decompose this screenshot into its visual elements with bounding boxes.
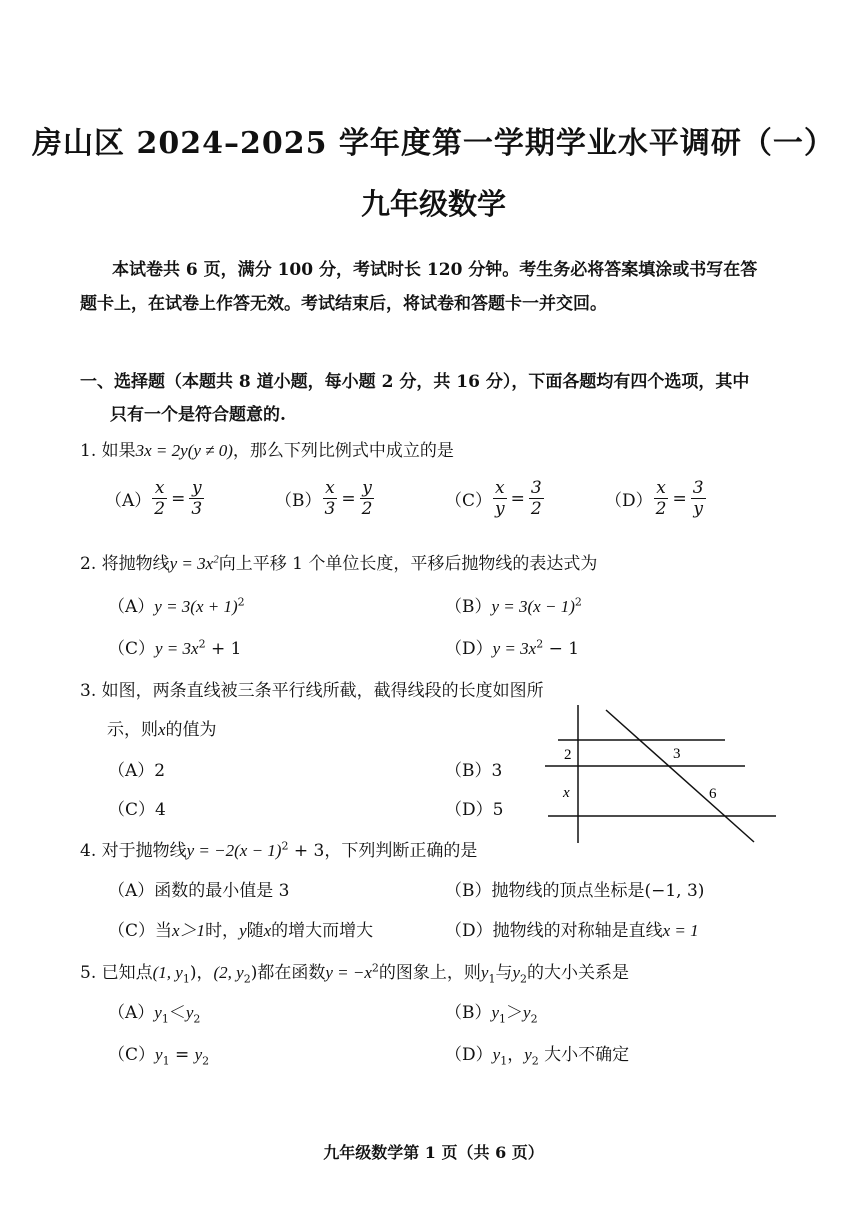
parallel-lines-figure xyxy=(540,700,780,850)
question-text: 如果 xyxy=(101,441,136,461)
option-label: （D） xyxy=(445,639,493,659)
math-expr: y = 3x xyxy=(169,554,214,573)
math-exp: 2 xyxy=(198,637,206,651)
q4-option-b: （B）抛物线的顶点坐标是(−1, 3) xyxy=(445,881,705,901)
option-label: （B） xyxy=(445,597,492,617)
math-sub: 2 xyxy=(202,1054,210,1068)
question-3 xyxy=(80,676,544,701)
question-2 xyxy=(80,549,597,574)
math-expr: 3x = 2y(y ≠ 0) xyxy=(135,441,233,460)
math-expr: x = 1 xyxy=(662,921,699,940)
math-expr: y = −2(x − 1) xyxy=(186,841,282,860)
option-text: 随 xyxy=(246,921,264,941)
fraction-left xyxy=(493,478,507,519)
question-text: 的大小关系是 xyxy=(527,963,629,983)
math-expr: y = −x xyxy=(325,963,372,982)
math-expr: y = 3x xyxy=(155,639,199,658)
math-var: x xyxy=(263,921,272,940)
numerator: y xyxy=(360,478,375,499)
question-number: 4. xyxy=(80,841,97,861)
denominator: 2 xyxy=(361,499,373,519)
figure-label-6: 6 xyxy=(709,786,717,802)
q5-option-b xyxy=(445,998,538,1025)
question-5 xyxy=(80,958,629,985)
question-text: 将抛物线 xyxy=(101,554,170,574)
math-expr: (1, y xyxy=(152,963,183,982)
fraction-left xyxy=(152,478,167,519)
option-label: （C） xyxy=(108,1045,156,1065)
denominator: 3 xyxy=(324,499,336,519)
q4-option-d xyxy=(445,916,699,941)
q5-option-a xyxy=(108,998,200,1025)
math-var: y xyxy=(154,1003,162,1022)
q1-option-d xyxy=(605,478,707,519)
q3-option-b: （B）3 xyxy=(445,761,503,781)
q2-option-c xyxy=(108,634,241,659)
question-1 xyxy=(80,436,454,461)
q3-option-a: （A）2 xyxy=(108,761,166,781)
math-rel: ＞ xyxy=(506,1003,524,1023)
fraction-left xyxy=(323,478,338,519)
math-expr: ) xyxy=(250,963,258,983)
math-sub: 1 xyxy=(500,1054,508,1068)
math-var: y xyxy=(194,1045,203,1064)
math-exp: 2 xyxy=(281,839,289,853)
q3-option-c: （C）4 xyxy=(108,800,166,820)
question-text: ， xyxy=(196,963,214,983)
option-label: （B） xyxy=(275,491,322,511)
option-text: ， xyxy=(507,1045,525,1065)
math-var: y xyxy=(155,1045,163,1064)
question-text: ，下列判断正确的是 xyxy=(324,841,478,861)
question-3-line-2 xyxy=(107,715,217,740)
math-var: y xyxy=(480,963,489,982)
section-heading-line-1: 一、选择题（本题共 8 道小题，每小题 2 分，共 16 分），下面各题均有四个选项，其中 xyxy=(80,372,750,392)
math-var: y xyxy=(524,1045,532,1064)
math-expr: y = 3x xyxy=(492,639,537,658)
fraction-right xyxy=(189,478,204,519)
question-text: 已知点 xyxy=(101,963,153,983)
denominator: 2 xyxy=(655,499,667,519)
intro-line-2: 题卡上，在试卷上作答无效。考试结束后，将试卷和答题卡一并交回。 xyxy=(80,294,607,314)
option-label: （A） xyxy=(108,1003,155,1023)
section-heading-line-2: 只有一个是符合题意的. xyxy=(110,405,286,425)
intro-line-1: 本试卷共 6 页，满分 100 分，考试时长 120 分钟。考生务必将答案填涂或书写在答 xyxy=(112,260,758,280)
math-expr: − 1 xyxy=(543,639,580,659)
transversal-diagonal xyxy=(606,710,754,842)
math-exp: 2 xyxy=(574,595,582,609)
math-sub: 1 xyxy=(499,1012,507,1026)
math-sub: 2 xyxy=(530,1012,538,1026)
q4-option-c xyxy=(108,916,373,941)
math-expr: x＞1 xyxy=(172,921,206,940)
math-sub: 1 xyxy=(161,1012,169,1026)
question-number: 3. xyxy=(80,681,97,701)
fraction-right xyxy=(529,478,544,519)
numerator: x xyxy=(152,478,167,499)
numerator: x xyxy=(493,478,507,499)
question-text: ，那么下列比例式中成立的是 xyxy=(232,441,454,461)
math-var: y xyxy=(523,1003,531,1022)
page-title: 房山区 2024–2025 学年度第一学期学业水平调研（一） xyxy=(32,126,835,161)
math-var: y xyxy=(512,963,520,982)
numerator: 3 xyxy=(530,478,542,498)
page-subtitle: 九年级数学 xyxy=(360,187,506,221)
option-label: （B） xyxy=(445,1003,492,1023)
equals-sign: = xyxy=(341,488,356,509)
option-label: （A） xyxy=(108,597,155,617)
math-var: y xyxy=(185,1003,194,1022)
question-text: 如图，两条直线被三条平行线所截，截得线段的长度如图所 xyxy=(101,681,544,701)
option-text: （D）抛物线的对称轴是直线 xyxy=(445,921,663,941)
math-sub: 1 xyxy=(162,1054,170,1068)
math-exp: 2 xyxy=(536,637,544,651)
option-label: （D） xyxy=(445,1045,493,1065)
figure-label-3: 3 xyxy=(673,746,681,762)
q5-option-c xyxy=(108,1040,209,1067)
math-exp: 2 xyxy=(371,961,379,975)
question-text: 的图象上，则 xyxy=(378,963,481,983)
math-var: x xyxy=(158,720,166,739)
question-text: 与 xyxy=(495,963,513,983)
option-label: （C） xyxy=(108,639,156,659)
q5-option-d xyxy=(445,1040,629,1067)
q2-option-a xyxy=(108,592,245,617)
q1-option-b xyxy=(275,478,375,519)
question-number: 1. xyxy=(80,441,97,461)
math-sub: 1 xyxy=(488,972,496,986)
q4-option-a: （A）函数的最小值是 3 xyxy=(108,881,290,901)
denominator: 2 xyxy=(530,499,542,519)
q3-option-d: （D）5 xyxy=(445,800,504,820)
fraction-right xyxy=(691,478,706,519)
option-text: （C）当 xyxy=(108,921,173,941)
question-text: 都在函数 xyxy=(257,963,326,983)
fraction-right xyxy=(360,478,375,519)
math-var: y xyxy=(491,1003,500,1022)
math-var: y xyxy=(492,1045,501,1064)
equals-sign: = xyxy=(510,488,525,509)
question-4 xyxy=(80,836,477,861)
denominator: 2 xyxy=(154,499,166,519)
question-text: 对于抛物线 xyxy=(101,841,187,861)
q1-option-c xyxy=(445,478,545,519)
numerator: 3 xyxy=(692,478,704,498)
denominator: 3 xyxy=(191,499,203,519)
equals-sign: = xyxy=(672,488,687,509)
math-expr: ) xyxy=(189,963,197,983)
option-text: 大小不确定 xyxy=(538,1045,630,1065)
question-text: 示，则 xyxy=(107,720,158,740)
page-footer: 九年级数学第 1 页（共 6 页） xyxy=(323,1143,544,1162)
math-exp: 2 xyxy=(237,595,245,609)
math-sub: 2 xyxy=(520,972,527,986)
denominator: y xyxy=(495,499,505,519)
question-text: 的值为 xyxy=(165,720,217,740)
math-rel: = xyxy=(169,1045,195,1065)
q1-option-a xyxy=(105,478,205,519)
math-expr: + 1 xyxy=(205,639,242,659)
math-expr: (2, y xyxy=(213,963,244,982)
math-sub: 2 xyxy=(531,1054,539,1068)
math-var: y xyxy=(239,921,247,940)
math-expr: y = 3(x − 1) xyxy=(491,597,575,616)
equals-sign: = xyxy=(171,488,186,509)
option-label: （C） xyxy=(445,491,493,511)
math-sub: 2 xyxy=(243,972,251,986)
question-text: 向上平移 1 个单位长度，平移后抛物线的表达式为 xyxy=(218,554,598,574)
math-sub: 1 xyxy=(182,972,190,986)
q2-option-d xyxy=(445,634,579,659)
figure-label-x: x xyxy=(563,785,570,801)
q1-options xyxy=(105,478,725,528)
denominator: y xyxy=(693,499,703,519)
fraction-left xyxy=(654,478,669,519)
q2-option-b xyxy=(445,592,582,617)
math-rel: ＜ xyxy=(168,1003,186,1023)
math-expr: y = 3(x + 1) xyxy=(154,597,238,616)
option-text: 时， xyxy=(205,921,240,941)
option-label: （D） xyxy=(605,491,653,511)
figure-label-2: 2 xyxy=(564,747,572,763)
math-expr: + 3 xyxy=(288,841,325,861)
question-number: 2. xyxy=(80,554,97,574)
math-exp: 2 xyxy=(213,553,219,566)
numerator: x xyxy=(323,478,338,499)
math-sub: 2 xyxy=(193,1012,201,1026)
question-number: 5. xyxy=(80,963,97,983)
option-text: 的增大而增大 xyxy=(271,921,374,941)
option-label: （A） xyxy=(105,491,152,511)
numerator: y xyxy=(189,478,204,499)
numerator: x xyxy=(654,478,669,499)
